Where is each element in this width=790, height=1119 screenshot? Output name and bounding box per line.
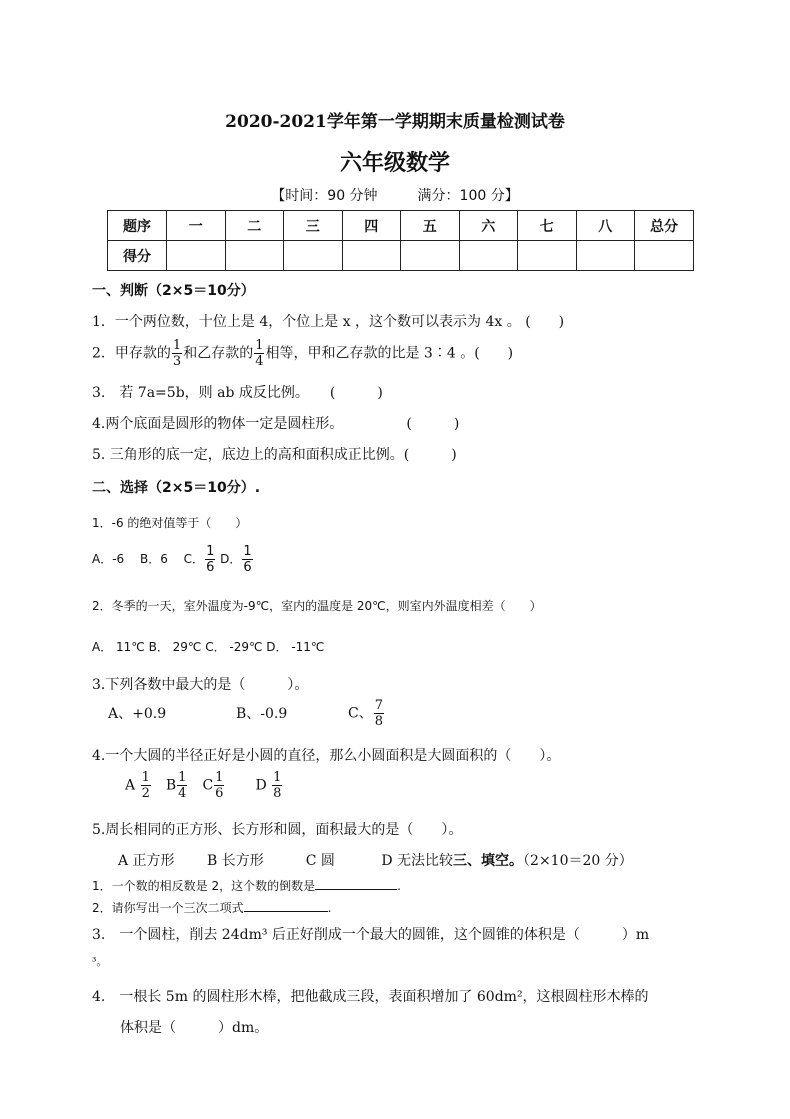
section1-q3: 3. 若 7a=5b，则 ab 成反比例。 ( )	[92, 385, 383, 401]
fraction	[242, 545, 252, 574]
section3-q2-text: 2．请你写出一个三次二项式	[92, 901, 244, 915]
score-header-cell: 七	[518, 211, 577, 241]
section1-q2-text-c: 相等，甲和乙存款的比是 3∶4 。( )	[265, 345, 514, 362]
score-header-cell: 一	[167, 211, 226, 241]
fraction-numerator: 1	[243, 544, 252, 559]
score-cell[interactable]	[518, 241, 577, 271]
section2-q4-options	[125, 771, 283, 800]
section3-q4-continued: 体积是（ ）dm。	[120, 1020, 269, 1036]
fraction-numerator: 1	[206, 544, 215, 559]
fraction-denominator: 6	[206, 560, 215, 575]
fraction-numerator: 1	[172, 338, 182, 353]
section3-q3: 3. 一个圆柱，削去 24dm³ 后正好削成一个最大的圆锥，这个圆锥的体积是（ ）m	[92, 927, 650, 943]
fraction-numerator: 1	[141, 770, 150, 785]
section2-q2-options: A． 11℃ B． 29℃ C． -29℃ D． -11℃	[92, 640, 325, 654]
score-table-score-row	[108, 241, 694, 271]
score-header-cell: 五	[401, 211, 460, 241]
answer-blank[interactable]	[244, 899, 328, 912]
fraction-denominator: 2	[141, 786, 150, 801]
section2-q4-option-b: B	[165, 777, 177, 794]
section1-q1: 1．一个两位数，十位上是 4，个位上是 x ，这个数可以表示为 4x 。 ( )	[92, 314, 565, 330]
fraction	[177, 771, 187, 800]
score-header-cell: 八	[576, 211, 635, 241]
score-cell[interactable]	[635, 241, 694, 271]
fraction	[141, 771, 151, 800]
score-table-header-row	[108, 211, 694, 241]
fraction-denominator: 8	[273, 786, 282, 801]
fraction	[205, 545, 215, 574]
section3-score: （2×10＝20 分）	[523, 853, 633, 869]
section2-heading: 二、选择（2×5＝10分）.	[92, 480, 261, 496]
score-cell[interactable]	[459, 241, 518, 271]
score-header-cell: 四	[342, 211, 401, 241]
exam-title: 2020-2021学年第一学期期末质量检测试卷	[225, 112, 565, 132]
score-header-cell: 题序	[108, 211, 167, 241]
section1-heading: 一、判断（2×5＝10分）	[92, 283, 255, 299]
section2-q5: 5.周长相同的正方形、长方形和圆，面积最大的是（ ）。	[92, 822, 463, 838]
fraction-denominator: 4	[178, 786, 187, 801]
score-row-label: 得分	[108, 241, 167, 271]
section3-heading: 三、填空。	[453, 853, 524, 869]
section1-q2	[92, 339, 513, 368]
section2-q1-opts-a: A．-6 B．6 C．	[92, 552, 205, 566]
section1-q2-text-a: 2．甲存款的	[92, 345, 171, 362]
section2-q5-options	[118, 850, 633, 870]
section2-q1: 1．-6 的绝对值等于（ ）	[92, 516, 248, 530]
section1-q4: 4.两个底面是圆形的物体一定是圆柱形。 ( )	[92, 416, 460, 432]
fraction-denominator: 6	[243, 560, 252, 575]
section2-q3-option-a: A、+0.9	[108, 705, 167, 722]
fraction	[254, 339, 264, 368]
section1-q2-text-b: 和乙存款的	[183, 345, 254, 362]
section3-q1-text: 1．一个数的相反数是 2，这个数的倒数是	[92, 879, 316, 893]
fraction	[272, 771, 282, 800]
score-cell[interactable]	[284, 241, 343, 271]
section2-q5-options-text: A 正方形 B 长方形 C 圆 D 无法比较	[118, 853, 454, 869]
section3-q3-continued: ³。	[92, 955, 108, 968]
section3-q2	[92, 899, 331, 916]
section3-q1-end: .	[397, 879, 401, 893]
section2-q3: 3.下列各数中最大的是（ ）。	[92, 677, 309, 693]
section2-q3-option-c: C、	[348, 705, 373, 722]
score-cell[interactable]	[167, 241, 226, 271]
fraction-denominator: 3	[172, 354, 182, 369]
section3-q2-end: .	[327, 901, 332, 915]
section2-q3-options	[108, 699, 385, 728]
section2-q2: 2．冬季的一天，室外温度为-9℃，室内的温度是 20℃，则室内外温度相差（ ）	[92, 599, 542, 613]
section2-q4-option-a: A	[125, 777, 136, 794]
section2-q4: 4.一个大圆的半径正好是小圆的直径，那么小圆面积是大圆面积的（ ）。	[92, 748, 561, 764]
score-cell[interactable]	[225, 241, 284, 271]
fraction-denominator: 8	[374, 714, 383, 729]
section2-q4-option-d: D	[255, 777, 267, 794]
score-cell[interactable]	[342, 241, 401, 271]
score-cell[interactable]	[576, 241, 635, 271]
exam-time: 【时间：90 分钟	[271, 188, 378, 204]
exam-subtitle: 六年级数学	[339, 150, 450, 176]
section2-q4-option-c: C	[202, 777, 214, 794]
score-cell[interactable]	[401, 241, 460, 271]
section2-q1-options	[92, 545, 254, 574]
section3-q4: 4. 一根长 5m 的圆柱形木棒，把他截成三段，表面积增加了 60dm²，这根圆柱形木棒的	[92, 989, 649, 1005]
fraction-denominator: 4	[255, 354, 264, 369]
score-header-cell: 三	[284, 211, 343, 241]
exam-meta	[0, 185, 790, 205]
fraction-denominator: 6	[215, 786, 224, 801]
fraction-numerator: 1	[273, 770, 282, 785]
section2-q3-option-b: B、-0.9	[236, 705, 288, 722]
answer-blank[interactable]	[315, 877, 397, 890]
fraction-numerator: 7	[374, 698, 383, 713]
section3-q1	[92, 877, 401, 894]
fraction	[172, 339, 182, 368]
fraction	[214, 771, 224, 800]
section1-q5: 5. 三角形的底一定，底边上的高和面积成正比例。( )	[92, 447, 457, 463]
section2-q1-opts-b: D．	[220, 552, 242, 566]
score-header-cell: 二	[225, 211, 284, 241]
fraction-numerator: 1	[255, 338, 264, 353]
fraction	[374, 699, 384, 728]
fraction-numerator: 1	[215, 770, 224, 785]
exam-total-score: 满分：100 分】	[417, 188, 519, 204]
score-header-cell: 六	[459, 211, 518, 241]
score-table	[107, 210, 694, 271]
score-header-cell: 总分	[635, 211, 694, 241]
fraction-numerator: 1	[178, 770, 187, 785]
